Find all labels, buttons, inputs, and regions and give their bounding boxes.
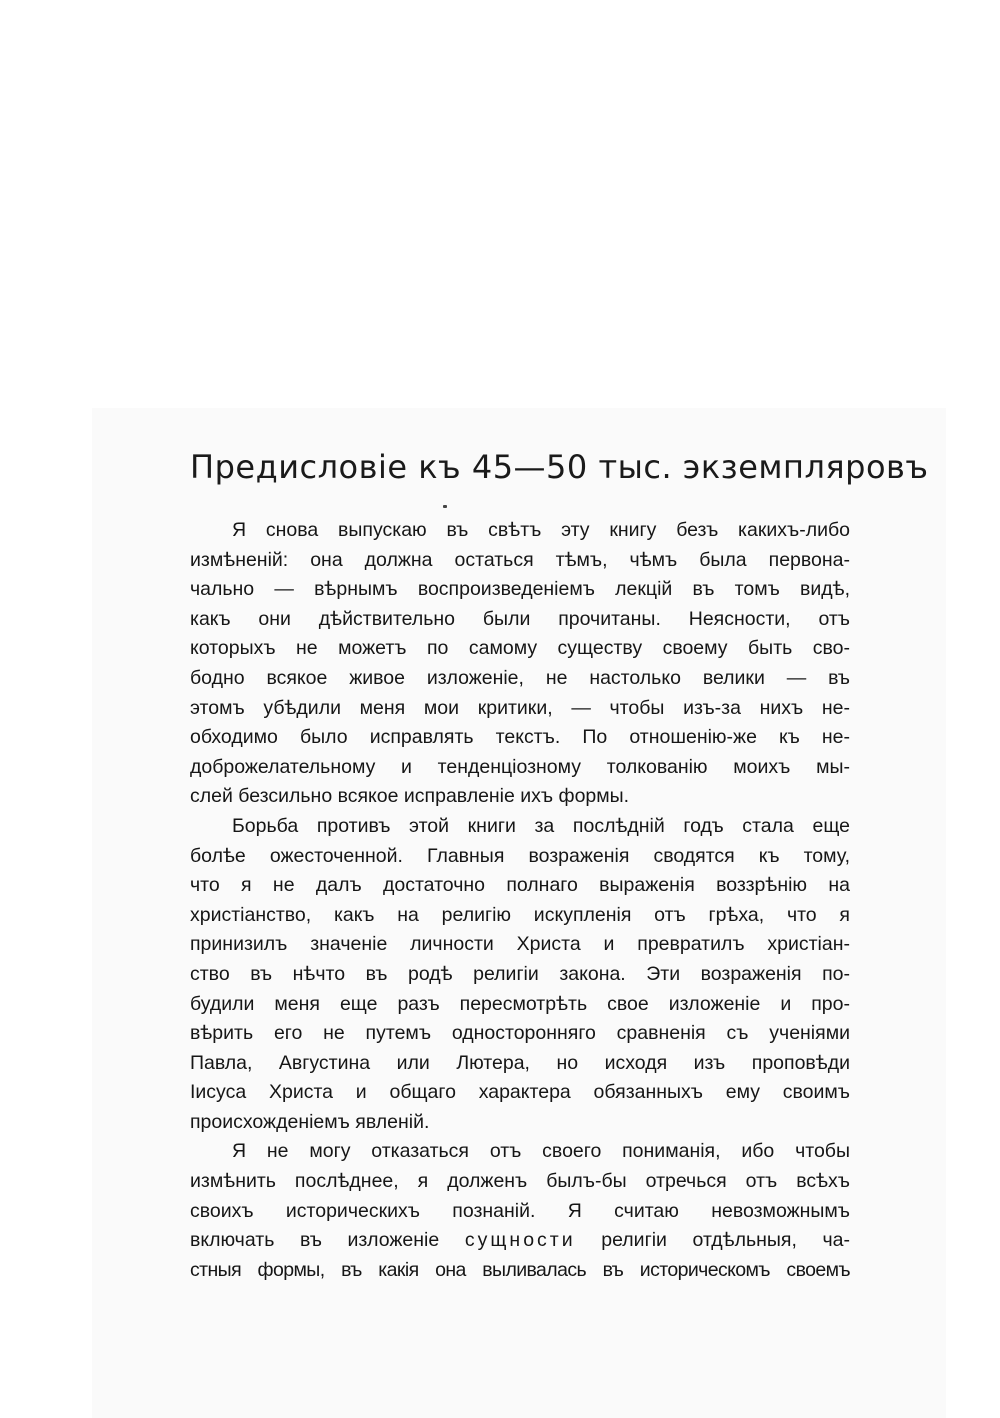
text-line: обходимо было исправлять текстъ. По отношенію-же къ не-	[190, 726, 850, 749]
text-line: измѣненій: она должна остаться тѣмъ, чѣмъ была первона-	[190, 548, 850, 571]
paragraph-2	[190, 812, 850, 1138]
text-line: бодно всякое живое изложеніе, не настолько велики — въ	[190, 666, 850, 689]
text-line: Я снова выпускаю въ свѣтъ эту книгу безъ какихъ-либо	[232, 519, 850, 541]
page-title: Предисловіе къ 45—50 тыс. экземпляровъ	[190, 448, 929, 486]
text-line: какъ они дѣйствительно были прочитаны. Неясности, отъ	[190, 607, 850, 630]
text-line: болѣе ожесточенной. Главныя возраженія сводятся къ тому,	[190, 844, 850, 867]
text-line: Іисуса Христа и общаго характера обязанныхъ ему своимъ	[190, 1081, 850, 1104]
text-line: что я не далъ достаточно полнаго выраженія воззрѣнію на	[190, 874, 850, 897]
paragraph-1	[190, 516, 850, 812]
text-line: вѣрить его не путемъ односторонняго сравненія съ ученіями	[190, 1022, 850, 1045]
text-line: чально — вѣрнымъ воспроизведеніемъ лекцій въ томъ видѣ,	[190, 578, 850, 601]
text-line: своихъ историческихъ познаній. Я считаю невозможнымъ	[190, 1199, 850, 1222]
text-line: принизилъ значеніе личности Христа и превратилъ христіан-	[190, 933, 850, 956]
text-line: Я не могу отказаться отъ своего пониманія, ибо чтобы	[232, 1140, 850, 1163]
print-speck	[443, 505, 447, 508]
text-line: слей безсильно всякое исправленіе ихъ формы.	[190, 785, 630, 808]
text-line-with-emphasis	[190, 1226, 850, 1256]
text-line: происхожденіемъ явленій.	[190, 1110, 430, 1133]
text-segment: религіи отдѣльныя, ча-	[601, 1229, 851, 1252]
text-line: Павла, Августина или Лютера, но исходя изъ проповѣди	[190, 1051, 850, 1074]
text-line: которыхъ не можетъ по самому существу своему быть сво-	[190, 637, 850, 660]
preface-body	[190, 516, 850, 1285]
paragraph-3	[190, 1137, 850, 1285]
text-line: измѣнить послѣднее, я долженъ былъ-бы отречься отъ всѣхъ	[190, 1170, 850, 1193]
emphasized-word: сущности	[464, 1229, 576, 1252]
text-segment: включать въ изложеніе	[190, 1229, 440, 1252]
text-line: будили меня еще разъ пересмотрѣть свое изложеніе и про-	[190, 992, 850, 1015]
text-line: христіанство, какъ на религію искупленія отъ грѣха, что я	[190, 903, 850, 926]
text-line: стныя формы, въ какія она выливалась въ историческомъ своемъ	[190, 1258, 850, 1281]
text-line: Борьба противъ этой книги за послѣдній годъ стала еще	[232, 814, 850, 837]
text-line: доброжелательному и тенденціозному толкованію моихъ мы-	[190, 755, 850, 778]
text-line: этомъ убѣдили меня мои критики, — чтобы изъ-за нихъ не-	[190, 696, 850, 719]
text-line: ство въ нѣчто въ родѣ религіи закона. Эти возраженія по-	[190, 962, 850, 985]
